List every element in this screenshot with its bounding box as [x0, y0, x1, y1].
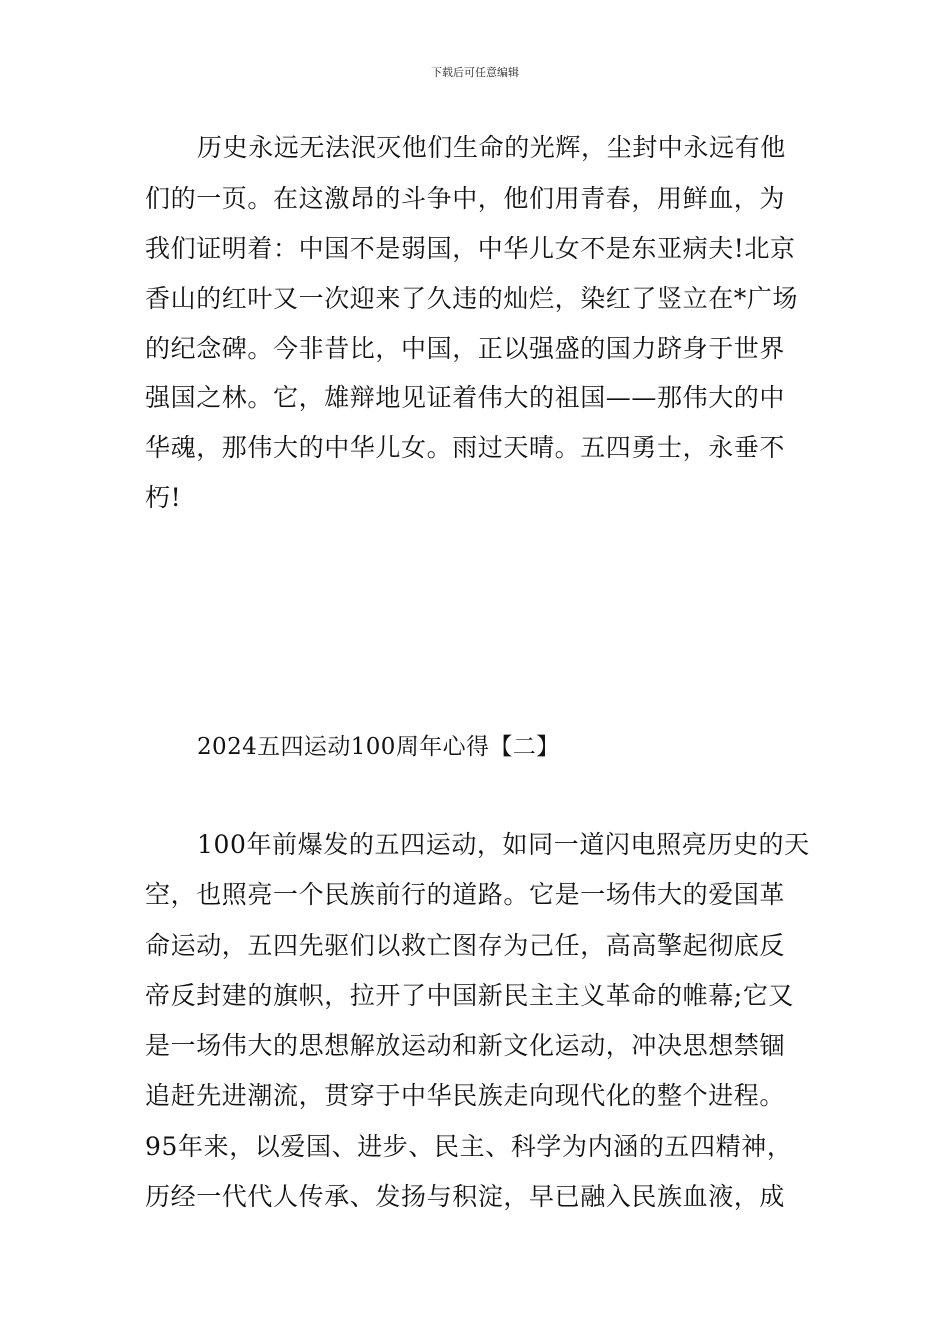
paragraph-line: 是一场伟大的思想解放运动和新文化运动，冲决思想禁锢 — [145, 1031, 786, 1060]
page-header-note: 下载后可任意编辑 — [431, 66, 519, 79]
paragraph-line: 华魂，那伟大的中华儿女。雨过天晴。五四勇士，永垂不 — [145, 433, 786, 462]
paragraph-line: 香山的红叶又一次迎来了久违的灿烂，染红了竖立在*广场 — [145, 284, 799, 313]
paragraph-line: 的纪念碑。今非昔比，中国，正以强盛的国力跻身于世界 — [145, 334, 786, 363]
paragraph-line: 命运动，五四先驱们以救亡图存为己任，高高擎起彻底反 — [145, 931, 786, 960]
paragraph-line: 们的一页。在这激昂的斗争中，他们用青春，用鲜血，为 — [145, 184, 786, 213]
paragraph-line: 历史永远无法泯灭他们生命的光辉，尘封中永远有他 — [197, 133, 786, 162]
paragraph-line: 100年前爆发的五四运动，如同一道闪电照亮历史的天 — [197, 830, 810, 859]
section-heading: 2024五四运动100周年心得【二】 — [197, 734, 560, 760]
paragraph-line: 95年来，以爱国、进步、民主、科学为内涵的五四精神， — [145, 1132, 793, 1161]
paragraph-line: 追赶先进潮流，贯穿于中华民族走向现代化的整个进程。 — [145, 1081, 786, 1110]
paragraph-line: 帝反封建的旗帜，拉开了中国新民主主义革命的帷幕;它又 — [145, 981, 795, 1010]
paragraph-line: 历经一代代人传承、发扬与积淀，早已融入民族血液，成 — [145, 1182, 786, 1211]
paragraph-line: 强国之林。它，雄辩地见证着伟大的祖国——那伟大的中 — [145, 383, 786, 412]
paragraph-line: 朽! — [145, 483, 182, 512]
paragraph-line: 我们证明着：中国不是弱国，中华儿女不是东亚病夫!北京 — [145, 234, 796, 263]
paragraph-line: 空，也照亮一个民族前行的道路。它是一场伟大的爱国革 — [145, 880, 786, 909]
